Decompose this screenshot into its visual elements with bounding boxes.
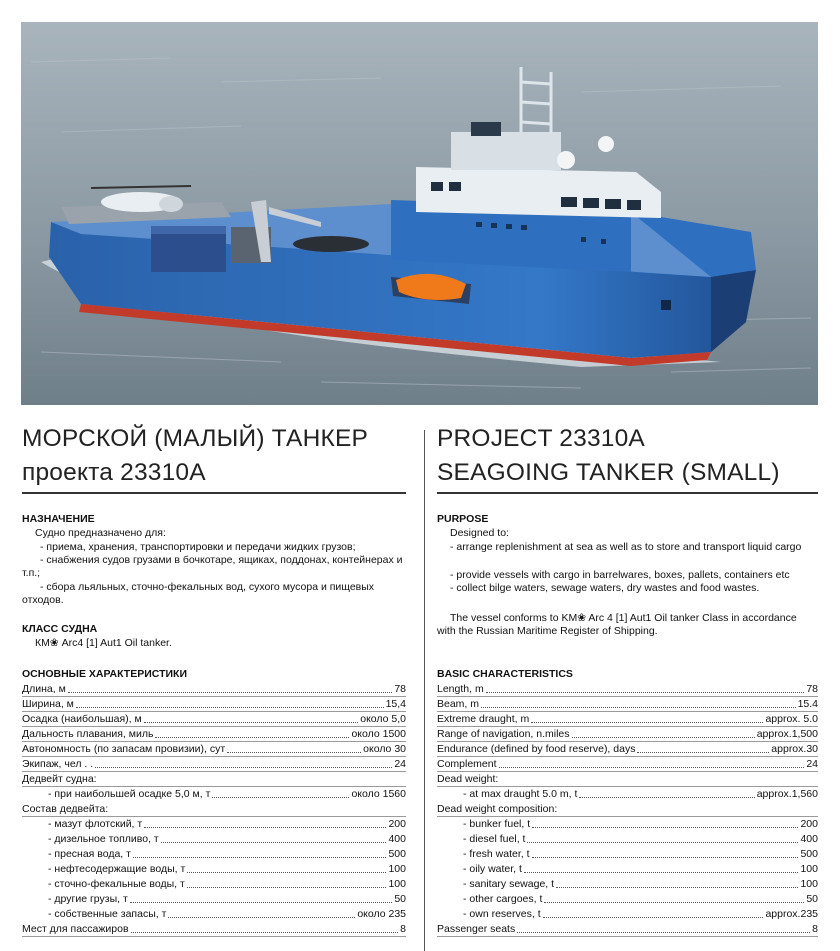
spec-row bbox=[22, 743, 406, 757]
leader-dots bbox=[637, 752, 769, 753]
spec-row bbox=[437, 743, 818, 757]
spec-value: 500 bbox=[388, 848, 406, 860]
leader-dots bbox=[517, 932, 810, 933]
column-divider bbox=[424, 430, 425, 951]
spec-label: - другие грузы, т bbox=[48, 893, 128, 905]
spec-label: - at max draught 5.0 m, t bbox=[463, 788, 578, 800]
leader-dots bbox=[227, 752, 361, 753]
spec-value: 200 bbox=[800, 818, 818, 830]
spec-value: 78 bbox=[394, 683, 406, 695]
leader-dots bbox=[161, 842, 387, 843]
leader-dots bbox=[68, 692, 393, 693]
spec-label: - при наибольшей осадке 5,0 м, т bbox=[48, 788, 211, 800]
leader-dots bbox=[144, 722, 359, 723]
spec-value: 400 bbox=[800, 833, 818, 845]
spec-label: Range of navigation, n.miles bbox=[437, 728, 570, 740]
spec-label: - other cargoes, t bbox=[463, 893, 543, 905]
spec-row bbox=[22, 833, 406, 846]
leader-dots bbox=[481, 707, 796, 708]
spec-value: approx.1,560 bbox=[756, 788, 818, 800]
spec-row bbox=[437, 878, 818, 891]
en-title-line1: PROJECT 23310A bbox=[437, 425, 645, 452]
ru-purpose-item: - сбора льяльных, сточно-фекальных вод, сухого мусора и пищевых отходов. bbox=[22, 581, 375, 607]
spec-row bbox=[22, 713, 406, 727]
spec-row bbox=[437, 698, 818, 712]
radome bbox=[557, 151, 575, 169]
leader-dots bbox=[130, 902, 393, 903]
en-class-text: The vessel conforms to KM❀ Arc 4 [1] Aut1 Oil tanker Class in accordance with the Russian Maritime Register of Shipping. bbox=[437, 612, 797, 638]
leader-dots bbox=[76, 707, 384, 708]
spec-label: Extreme draught, m bbox=[437, 713, 530, 725]
leader-dots bbox=[532, 827, 798, 828]
spec-value: 15,4 bbox=[385, 698, 406, 710]
spec-label: Состав дедвейта: bbox=[22, 803, 109, 815]
spec-label: Автономность (по запасам провизии), сут bbox=[22, 743, 226, 755]
en-title-line2: SEAGOING TANKER (SMALL) bbox=[437, 459, 780, 486]
ru-class-text: КМ❀ Arc4 [1] Aut1 Oil tanker. bbox=[35, 637, 172, 649]
leader-dots bbox=[486, 692, 805, 693]
spec-row bbox=[437, 788, 818, 801]
leader-dots bbox=[168, 917, 355, 918]
spec-row bbox=[22, 728, 406, 742]
spec-label: Endurance (defined by food reserve), days bbox=[437, 743, 636, 755]
spec-label: - пресная вода, т bbox=[48, 848, 131, 860]
ru-purpose-item: - снабжения судов грузами в бочкотаре, ящиках, поддонах, контейнерах и т.п.; bbox=[22, 554, 403, 580]
leader-dots bbox=[144, 827, 386, 828]
spec-label: - мазут флотский, т bbox=[48, 818, 143, 830]
spec-value: 100 bbox=[800, 863, 818, 875]
spec-label: - diesel fuel, t bbox=[463, 833, 526, 845]
leader-dots bbox=[527, 842, 798, 843]
spec-label: - дизельное топливо, т bbox=[48, 833, 159, 845]
spec-value: 50 bbox=[394, 893, 406, 905]
en-purpose-item: - arrange replenishment at sea as well as to store and transport liquid cargo bbox=[450, 541, 802, 553]
leader-dots bbox=[572, 737, 755, 738]
spec-label: Дальность плавания, миль bbox=[22, 728, 154, 740]
ru-specs-heading: ОСНОВНЫЕ ХАРАКТЕРИСТИКИ bbox=[22, 668, 187, 680]
spec-label: Дедвейт судна: bbox=[22, 773, 97, 785]
spec-value: 100 bbox=[800, 878, 818, 890]
spec-label: - собственные запасы, т bbox=[48, 908, 167, 920]
spec-value: около 30 bbox=[363, 743, 406, 755]
spec-value: 500 bbox=[800, 848, 818, 860]
ru-purpose-heading: НАЗНАЧЕНИЕ bbox=[22, 513, 95, 525]
spec-label: Осадка (наибольшая), м bbox=[22, 713, 142, 725]
spec-value: 15.4 bbox=[797, 698, 818, 710]
spec-row bbox=[22, 908, 406, 921]
spec-row bbox=[22, 893, 406, 906]
spec-label: Length, m bbox=[437, 683, 484, 695]
spec-value: approx.1,500 bbox=[756, 728, 818, 740]
en-purpose-item: - provide vessels with cargo in barrelwares, boxes, pallets, containers etc bbox=[450, 569, 790, 581]
spec-row bbox=[437, 848, 818, 861]
spec-label: - fresh water, t bbox=[463, 848, 530, 860]
spec-label: - own reserves, t bbox=[463, 908, 541, 920]
rescue-boat bbox=[293, 236, 369, 252]
spec-value: 200 bbox=[388, 818, 406, 830]
spec-label: - bunker fuel, t bbox=[463, 818, 531, 830]
spec-row bbox=[437, 893, 818, 906]
spec-value: 24 bbox=[394, 758, 406, 770]
spec-label: Мест для пассажиров bbox=[22, 923, 129, 935]
spec-label: Beam, m bbox=[437, 698, 480, 710]
leader-dots bbox=[544, 902, 804, 903]
spec-label: Экипаж, чел . . bbox=[22, 758, 94, 770]
leader-dots bbox=[531, 722, 763, 723]
spec-row bbox=[22, 698, 406, 712]
spec-label: Длина, м bbox=[22, 683, 66, 695]
spec-value: approx. 5.0 bbox=[765, 713, 818, 725]
spec-value: 78 bbox=[806, 683, 818, 695]
spec-value: около 1500 bbox=[351, 728, 406, 740]
spec-row bbox=[22, 863, 406, 876]
leader-dots bbox=[187, 887, 387, 888]
spec-label: - sanitary sewage, t bbox=[463, 878, 555, 890]
spec-row bbox=[22, 758, 406, 772]
spec-row bbox=[22, 773, 406, 787]
leader-dots bbox=[131, 932, 399, 933]
leader-dots bbox=[95, 767, 392, 768]
spec-row bbox=[22, 788, 406, 801]
ru-title-line2: проекта 23310А bbox=[22, 459, 206, 486]
ru-title-rule bbox=[22, 492, 406, 494]
leader-dots bbox=[532, 857, 799, 858]
ru-purpose-intro: Судно предназначено для: bbox=[35, 527, 166, 539]
spec-row bbox=[437, 803, 818, 817]
spec-label: - нефтесодержащие воды, т bbox=[48, 863, 186, 875]
spec-row bbox=[437, 833, 818, 846]
spec-row bbox=[437, 818, 818, 831]
spec-row bbox=[22, 803, 406, 817]
spec-row bbox=[437, 728, 818, 742]
spec-row bbox=[437, 713, 818, 727]
spec-row bbox=[22, 878, 406, 891]
spec-row bbox=[22, 818, 406, 831]
spec-row bbox=[22, 848, 406, 861]
spec-row bbox=[437, 923, 818, 937]
bridge bbox=[416, 167, 661, 218]
spec-value: 8 bbox=[812, 923, 818, 935]
vessel-illustration bbox=[21, 22, 818, 405]
leader-dots bbox=[155, 737, 349, 738]
spec-row bbox=[437, 758, 818, 772]
spec-value: около 235 bbox=[357, 908, 406, 920]
leader-dots bbox=[579, 797, 754, 798]
spec-row bbox=[22, 923, 406, 937]
ru-class-heading: КЛАСС СУДНА bbox=[22, 623, 98, 635]
spec-row bbox=[437, 683, 818, 697]
spec-row bbox=[437, 863, 818, 876]
leader-dots bbox=[524, 872, 799, 873]
spec-label: Ширина, м bbox=[22, 698, 74, 710]
spec-value: около 5,0 bbox=[360, 713, 406, 725]
spec-value: 24 bbox=[806, 758, 818, 770]
en-specs-heading: BASIC CHARACTERISTICS bbox=[437, 668, 573, 680]
tanker-render bbox=[21, 22, 818, 405]
leader-dots bbox=[133, 857, 387, 858]
en-purpose-heading: PURPOSE bbox=[437, 513, 489, 525]
leader-dots bbox=[499, 767, 805, 768]
spec-value: approx.30 bbox=[771, 743, 818, 755]
spec-label: Dead weight: bbox=[437, 773, 499, 785]
spec-row bbox=[22, 683, 406, 697]
spec-row bbox=[437, 773, 818, 787]
spec-value: 100 bbox=[388, 878, 406, 890]
en-purpose-intro: Designed to: bbox=[450, 527, 509, 539]
containers bbox=[151, 232, 226, 272]
spec-label: Passenger seats bbox=[437, 923, 516, 935]
spec-value: approx.235 bbox=[765, 908, 818, 920]
spec-value: 400 bbox=[388, 833, 406, 845]
spec-row bbox=[437, 908, 818, 921]
spec-value: 8 bbox=[400, 923, 406, 935]
spec-value: 50 bbox=[806, 893, 818, 905]
spec-label: - oily water, t bbox=[463, 863, 522, 875]
leader-dots bbox=[212, 797, 349, 798]
spec-label: Dead weight composition: bbox=[437, 803, 558, 815]
ru-purpose-item: - приема, хранения, транспортировки и передачи жидких грузов; bbox=[40, 541, 356, 553]
spec-value: около 1560 bbox=[351, 788, 406, 800]
spec-label: - сточно-фекальные воды, т bbox=[48, 878, 185, 890]
leader-dots bbox=[187, 872, 386, 873]
leader-dots bbox=[556, 887, 798, 888]
leader-dots bbox=[543, 917, 764, 918]
ru-title-line1: МОРСКОЙ (МАЛЫЙ) ТАНКЕР bbox=[22, 425, 369, 452]
spec-value: 100 bbox=[388, 863, 406, 875]
spec-label: Complement bbox=[437, 758, 497, 770]
en-purpose-item: - collect bilge waters, sewage waters, dry wastes and food wastes. bbox=[450, 582, 760, 594]
en-title-rule bbox=[437, 492, 818, 494]
